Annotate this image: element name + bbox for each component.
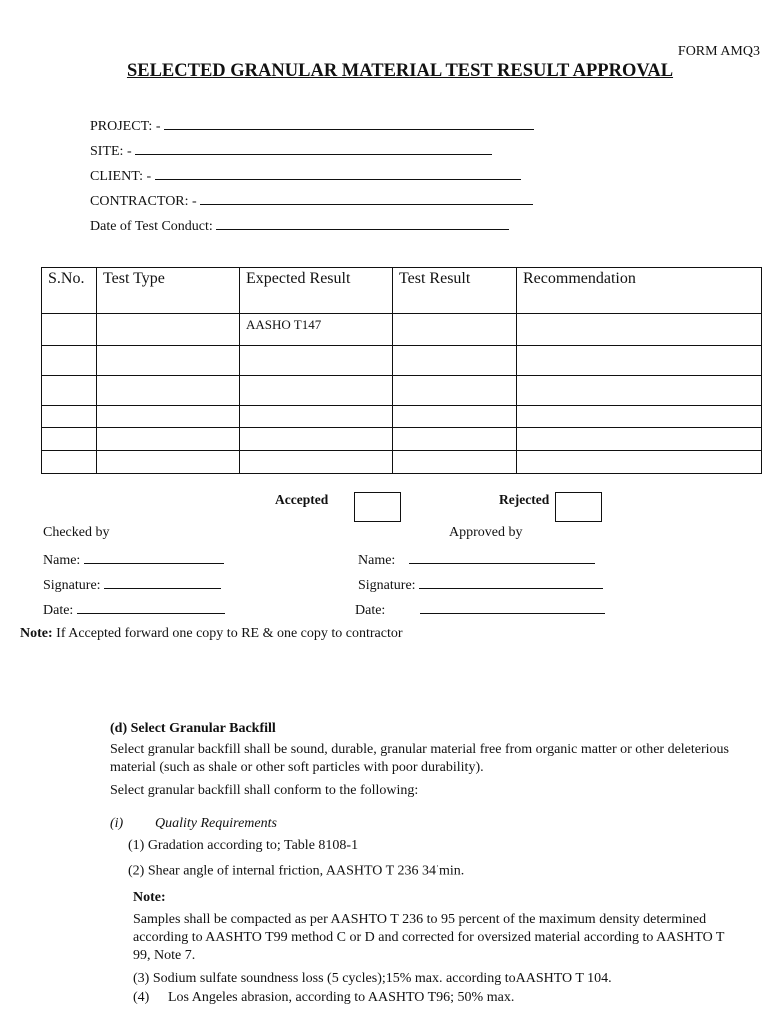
spec-heading: (d) Select Granular Backfill (110, 721, 276, 736)
degree-mark: · (435, 861, 439, 871)
table-cell[interactable] (97, 428, 240, 451)
approver-signature-field[interactable] (358, 576, 603, 594)
form-code: FORM AMQ3 (677, 44, 760, 59)
client-field[interactable] (90, 167, 521, 185)
spec-note-text: Samples shall be compacted as per AASHTO T 236 to 95 percent of the maximum density determined according to AASHTO T99 method C or D and corrected for oversized material according to AASHTO T 99, Note 7. (133, 912, 725, 963)
table-cell[interactable] (393, 314, 517, 346)
checker-name-field[interactable] (43, 551, 224, 569)
checker-signature-field[interactable] (43, 576, 221, 594)
table-cell[interactable] (97, 314, 240, 346)
table-cell[interactable] (42, 376, 97, 406)
date-label: Date: (355, 603, 386, 618)
table-cell[interactable] (97, 376, 240, 406)
table-cell[interactable] (240, 428, 393, 451)
table-cell[interactable] (240, 406, 393, 428)
table-row (42, 451, 762, 474)
test-date-label: Date of Test Conduct: (90, 219, 213, 234)
approver-date-field[interactable] (355, 601, 605, 619)
table-cell[interactable] (517, 451, 762, 474)
accepted-label: Accepted (275, 492, 329, 507)
project-field[interactable] (90, 117, 534, 135)
table-cell[interactable] (97, 346, 240, 376)
spec-note-label: Note: (133, 890, 166, 905)
requirement-item-2-suffix: min. (438, 863, 465, 879)
project-blank[interactable] (164, 117, 534, 130)
test-date-field[interactable] (90, 217, 509, 235)
note-text: If Accepted forward one copy to RE & one copy to contractor (52, 626, 403, 641)
table-cell[interactable] (42, 428, 97, 451)
table-cell[interactable] (97, 451, 240, 474)
table-cell[interactable] (517, 314, 762, 346)
table-row (42, 376, 762, 406)
table-cell[interactable] (240, 346, 393, 376)
site-field[interactable] (90, 142, 492, 160)
col-header-recommendation: Recommendation (517, 268, 762, 314)
approver-name-blank[interactable] (409, 551, 595, 564)
col-header-sno: S.No. (42, 268, 97, 314)
contractor-field[interactable] (90, 192, 533, 210)
project-label: PROJECT: - (90, 119, 161, 134)
table-row (42, 346, 762, 376)
checker-date-field[interactable] (43, 601, 225, 619)
name-label: Name: (43, 553, 81, 568)
requirement-item-4-number: (4) (133, 990, 150, 1005)
table-row (42, 406, 762, 428)
table-cell[interactable] (393, 428, 517, 451)
note-label: Note: (20, 626, 53, 641)
client-blank[interactable] (155, 167, 521, 180)
requirement-item-1: (1) Gradation according to; Table 8108-1 (128, 838, 359, 853)
checker-date-blank[interactable] (77, 601, 225, 614)
table-cell[interactable] (393, 406, 517, 428)
table-row (42, 314, 762, 346)
site-blank[interactable] (135, 142, 492, 155)
checker-signature-blank[interactable] (104, 576, 221, 589)
contractor-label: CONTRACTOR: - (90, 194, 197, 209)
accepted-checkbox[interactable] (354, 492, 401, 522)
table-cell[interactable] (393, 346, 517, 376)
table-cell[interactable] (517, 406, 762, 428)
col-header-expected-result: Expected Result (240, 268, 393, 314)
signature-label: Signature: (43, 578, 101, 593)
approved-by-label: Approved by (449, 525, 523, 540)
client-label: CLIENT: - (90, 169, 152, 184)
table-header-row (42, 268, 762, 314)
table-cell[interactable] (240, 451, 393, 474)
subsection-title: Quality Requirements (155, 816, 277, 831)
table-cell[interactable] (42, 451, 97, 474)
col-header-test-type: Test Type (97, 268, 240, 314)
table-cell[interactable] (393, 376, 517, 406)
checked-by-label: Checked by (43, 525, 110, 540)
approver-name-field[interactable] (358, 551, 595, 569)
table-cell[interactable] (240, 376, 393, 406)
table-cell[interactable] (42, 314, 97, 346)
contractor-blank[interactable] (200, 192, 533, 205)
table-row (42, 428, 762, 451)
requirement-item-4: Los Angeles abrasion, according to AASHTO T96; 50% max. (168, 990, 515, 1005)
table-cell[interactable] (97, 406, 240, 428)
table-cell[interactable] (42, 346, 97, 376)
checker-name-blank[interactable] (84, 551, 224, 564)
test-results-table (41, 267, 762, 474)
table-cell[interactable]: AASHO T147 (240, 314, 393, 346)
approver-signature-blank[interactable] (419, 576, 603, 589)
table-cell[interactable] (517, 376, 762, 406)
subsection-number: (i) (110, 816, 124, 831)
rejected-label: Rejected (499, 492, 550, 507)
date-label: Date: (43, 603, 74, 618)
requirement-item-2 (128, 857, 464, 881)
col-header-test-result: Test Result (393, 268, 517, 314)
rejected-checkbox[interactable] (555, 492, 602, 522)
test-date-blank[interactable] (216, 217, 509, 230)
forwarding-note (20, 626, 403, 642)
table-cell[interactable] (42, 406, 97, 428)
spec-paragraph-2: Select granular backfill shall conform to the following: (110, 783, 419, 798)
form-title: SELECTED GRANULAR MATERIAL TEST RESULT APPROVAL (126, 61, 674, 81)
requirement-item-3: (3) Sodium sulfate soundness loss (5 cycles);15% max. according toAASHTO T 104. (133, 971, 612, 986)
signature-label: Signature: (358, 578, 416, 593)
table-cell[interactable] (393, 451, 517, 474)
table-cell[interactable] (517, 428, 762, 451)
site-label: SITE: - (90, 144, 132, 159)
approver-date-blank[interactable] (420, 601, 605, 614)
table-cell[interactable] (517, 346, 762, 376)
requirement-item-2-text: (2) Shear angle of internal friction, AASHTO T 236 34 (128, 863, 436, 879)
name-label: Name: (358, 553, 396, 568)
spec-paragraph-1: Select granular backfill shall be sound, durable, granular material free from organic matter or other deleterious material (such as shale or other soft particles with poor durability). (110, 742, 729, 775)
